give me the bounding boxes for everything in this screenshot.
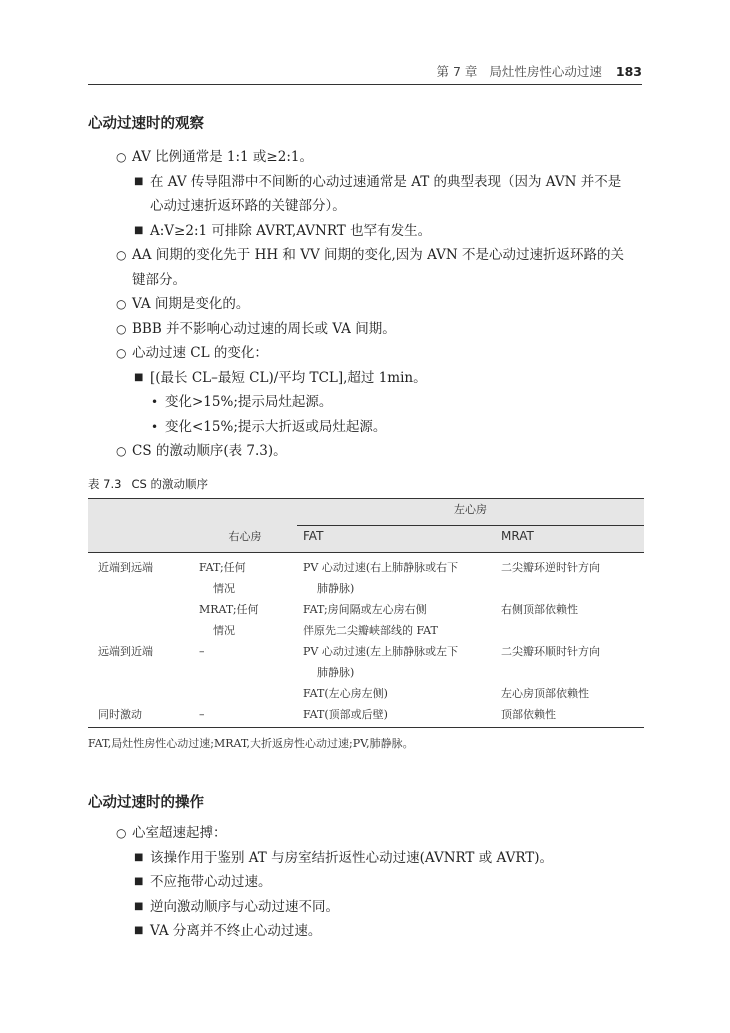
list-item-continuation: 键部分。 bbox=[132, 271, 186, 288]
circle-bullet-icon: ○ bbox=[116, 297, 127, 311]
list-item: ■ 该操作用于鉴别 AT 与房室结折返性心动过速(AVNRT 或 AVRT)。 bbox=[88, 846, 648, 871]
header-mrat: MRAT bbox=[495, 526, 644, 553]
list-item: ○ AV 比例通常是 1:1 或≥2:1。 bbox=[88, 145, 648, 170]
list-item: ■ 在 AV 传导阻滞中不间断的心动过速通常是 AT 的典型表现（因为 AVN 并不是 bbox=[88, 170, 648, 195]
header-right-atrium: 右心房 bbox=[193, 526, 297, 553]
table-row: 近端到远端 FAT;任何 情况 PV 心动过速(右上肺静脉或右下 肺静脉) 二尖瓣环逆时针方向 bbox=[98, 561, 600, 595]
list-item: ■ 不应拖带心动过速。 bbox=[88, 870, 648, 895]
table-header-row bbox=[88, 526, 644, 553]
list-item: ○ 心室超速起搏： bbox=[88, 821, 648, 846]
cs-activation-table bbox=[88, 498, 644, 728]
list-item: ○ AA 间期的变化先于 HH 和 VV 间期的变化,因为 AVN 不是心动过速折返环路的关 bbox=[88, 243, 648, 268]
table-row: 远端到近端 – PV 心动过速(左上肺静脉或左下 肺静脉) 二尖瓣环顺时针方向 bbox=[98, 645, 600, 679]
observation-list bbox=[88, 145, 648, 464]
dot-bullet-icon: • bbox=[151, 419, 159, 434]
list-item: ■ VA 分离并不终止心动过速。 bbox=[88, 919, 648, 944]
square-bullet-icon: ■ bbox=[134, 876, 144, 887]
circle-bullet-icon: ○ bbox=[116, 826, 127, 840]
circle-bullet-icon: ○ bbox=[116, 150, 127, 164]
dot-bullet-icon: • bbox=[151, 395, 159, 409]
running-header bbox=[88, 62, 642, 85]
square-bullet-icon: ■ bbox=[134, 371, 144, 383]
maneuver-list bbox=[88, 821, 648, 944]
section-title-maneuvers: 心动过速时的操作 bbox=[88, 795, 204, 811]
list-item: ■ A:V≥2:1 可排除 AVRT,AVNRT 也罕有发生。 bbox=[88, 219, 648, 244]
list-item: • 变化<15%;提示大折返或局灶起源。 bbox=[88, 415, 648, 440]
header-left-atrium: 左心房 bbox=[297, 499, 644, 526]
table-caption-text: CS 的激动顺序 bbox=[131, 477, 208, 491]
table-header-row bbox=[88, 499, 644, 526]
list-item: ○ 心动过速 CL 的变化： bbox=[88, 341, 648, 366]
circle-bullet-icon: ○ bbox=[116, 346, 127, 360]
table-caption bbox=[88, 476, 208, 492]
square-bullet-icon: ■ bbox=[134, 925, 144, 936]
list-item: • 变化>15%;提示局灶起源。 bbox=[88, 390, 648, 415]
circle-bullet-icon: ○ bbox=[116, 444, 127, 458]
list-item: ■ 逆向激动顺序与心动过速不同。 bbox=[88, 895, 648, 920]
circle-bullet-icon: ○ bbox=[116, 248, 127, 262]
table-row: MRAT;任何 情况 FAT;房间隔或左心房右侧 伴原先二尖瓣峡部线的 FAT 右侧顶部依赖性 bbox=[199, 603, 578, 637]
table-row: 同时激动 – FAT(顶部或后壁) 顶部依赖性 bbox=[88, 704, 644, 728]
section-title-observation: 心动过速时的观察 bbox=[88, 116, 204, 132]
list-item: ■ [(最长 CL–最短 CL)/平均 TCL],超过 1min。 bbox=[88, 366, 648, 391]
list-item: ○ BBB 并不影响心动过速的周长或 VA 间期。 bbox=[88, 317, 648, 342]
square-bullet-icon: ■ bbox=[134, 224, 144, 236]
square-bullet-icon: ■ bbox=[134, 175, 144, 187]
table-row: FAT(左心房左侧) 左心房顶部依赖性 bbox=[303, 687, 589, 700]
table-caption-number: 表 7.3 bbox=[88, 477, 122, 491]
list-item: ○ VA 间期是变化的。 bbox=[88, 292, 648, 317]
table-footnote: FAT,局灶性房性心动过速;MRAT,大折返房性心动过速;PV,肺静脉。 bbox=[88, 737, 414, 750]
circle-bullet-icon: ○ bbox=[116, 321, 127, 336]
list-item-continuation: 心动过速折返环路的关键部分）。 bbox=[150, 198, 346, 214]
header-title: 局灶性房性心动过速 bbox=[489, 64, 602, 79]
header-chapter: 第 7 章 bbox=[436, 64, 478, 79]
square-bullet-icon: ■ bbox=[134, 900, 144, 912]
list-item: ○ CS 的激动顺序(表 7.3)。 bbox=[88, 439, 648, 464]
header-fat: FAT bbox=[297, 526, 495, 553]
page-number: 183 bbox=[615, 64, 642, 79]
square-bullet-icon: ■ bbox=[134, 851, 144, 863]
